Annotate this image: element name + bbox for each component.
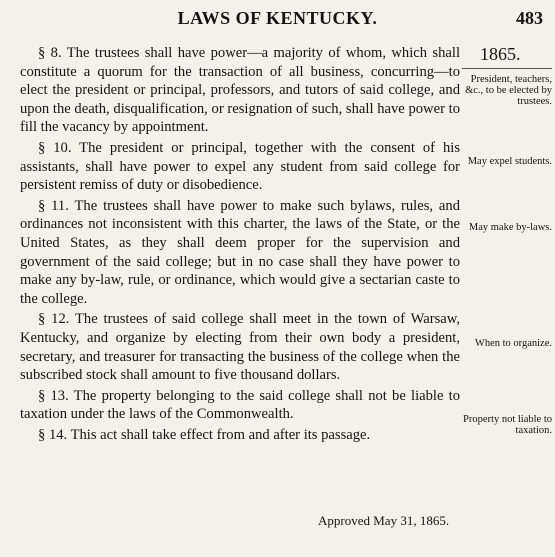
section-13: § 13. The property belonging to the said college shall not be liable to taxation under the laws of the Commonwealth. [20, 387, 460, 423]
section-12: § 12. The trustees of said college shall meet in the town of Warsaw, Kentucky, and organize by electing from their own body a president, secretary, and treasurer for transacting the business of the college when the subscribed stock shall amount to five thousand dollars. [20, 311, 460, 384]
margin-note-organize: When to organize. [474, 338, 552, 349]
margin-note-taxation: Property not liable to taxation. [463, 414, 552, 436]
page-header [0, 8, 555, 30]
page-number: 483 [516, 8, 543, 28]
section-8: § 8. The trustees shall have power—a majority of whom, which shall constitute a quorum for the transaction of all business, concurring—to elect the president or principal, professors, and tutors of said college, and upon the death, disqualification, or resignation of such, shall have power to fill the vacancy by appointment. [20, 45, 460, 136]
margin-rule [462, 68, 552, 69]
running-title: LAWS OF KENTUCKY. [177, 8, 378, 28]
margin-year: 1865. [480, 44, 521, 64]
section-10: § 10. The president or principal, together with the consent of his assistants, shall have power to expel any student from said college for persistent remiss of duty or disobedience. [20, 139, 460, 194]
section-14: § 14. This act shall take effect from and after its passage. [38, 426, 371, 443]
margin-note-election: President, teachers, &c., to be elected by trustees. [465, 74, 552, 107]
approval-date: Approved May 31, 1865. [318, 513, 450, 528]
section-11: § 11. The trustees shall have power to make such bylaws, rules, and ordinances not inconsistent with this charter, the laws of the State, or the United States, as they shall deem proper for the supervision and government of the said college; but in no case shall they have power to make any by-law, rule, or ordinance, which would give a sectarian caste to the college. [20, 197, 460, 307]
margin-note-bylaws: May make by-laws. [468, 222, 552, 233]
margin-note-expel: May expel students. [467, 156, 552, 167]
statute-text [20, 44, 460, 446]
